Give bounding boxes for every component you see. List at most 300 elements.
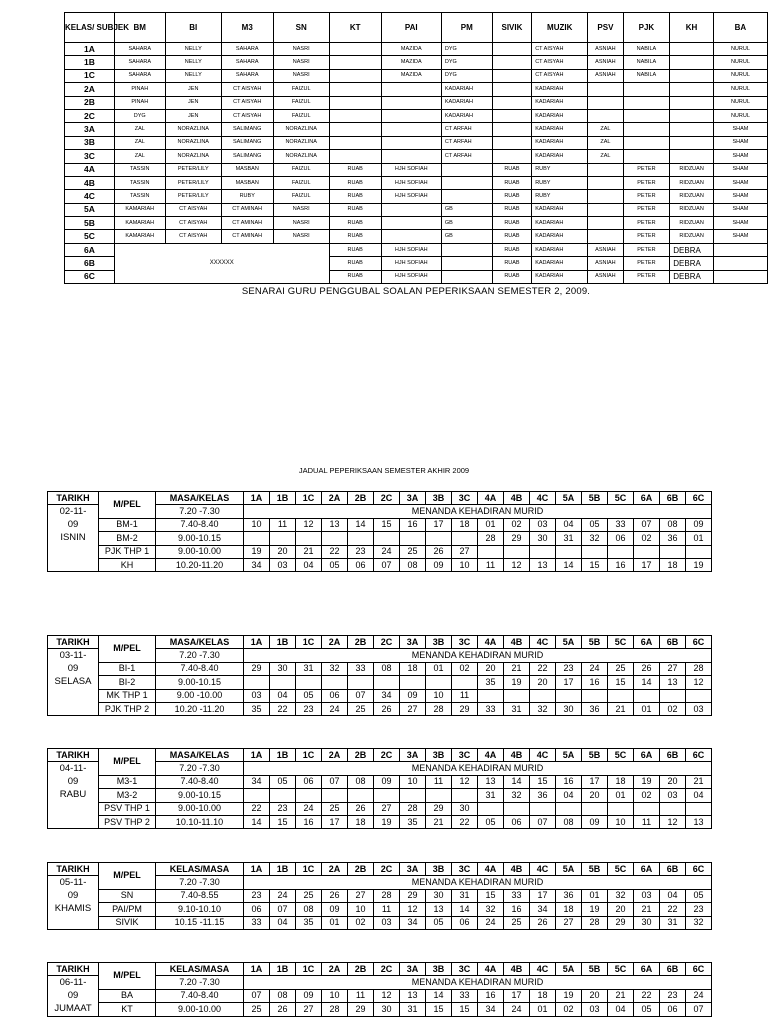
teacher-cell: KADARIAH <box>532 270 588 283</box>
teacher-cell: HJH SOFIAH <box>381 270 441 283</box>
teacher-cell <box>670 136 714 149</box>
date-line: SELASA <box>54 676 92 688</box>
teacher-cell: NASRI <box>273 56 329 69</box>
teacher-cell: NELLY <box>165 56 221 69</box>
teacher-row <box>65 230 768 243</box>
teacher-cell: SHAM <box>713 176 767 189</box>
class-label-cell: 5C <box>65 230 115 243</box>
date-line: JUMAAT <box>54 1003 92 1015</box>
class-header: 6C <box>686 963 712 976</box>
teacher-cell: DYG <box>441 56 492 69</box>
paper-number-cell: 32 <box>582 532 608 545</box>
teacher-cell: NABILA <box>623 56 670 69</box>
paper-number-cell <box>296 789 322 802</box>
paper-number-cell: 23 <box>660 989 686 1002</box>
class-header: 3B <box>426 492 452 505</box>
class-header: 5C <box>608 492 634 505</box>
teacher-cell: NASRI <box>273 69 329 82</box>
paper-number-cell: 19 <box>556 989 582 1002</box>
date-line: 06-11- <box>59 977 87 989</box>
paper-number-cell: 23 <box>348 545 374 558</box>
paper-number-cell <box>244 789 270 802</box>
paper-number-cell: 03 <box>582 1003 608 1016</box>
paper-number-cell: 25 <box>322 802 348 815</box>
schedule-header-row <box>48 749 712 762</box>
paper-number-cell: 25 <box>244 1003 270 1016</box>
teacher-cell: SALIMANG <box>221 136 273 149</box>
teacher-cell <box>588 190 623 203</box>
paper-number-cell: 01 <box>686 532 712 545</box>
teacher-cell: DYG <box>441 69 492 82</box>
class-header: 5A <box>556 963 582 976</box>
teacher-cell: NABILA <box>623 69 670 82</box>
subject-cell: KT <box>99 1003 156 1016</box>
teacher-cell <box>329 109 381 122</box>
attendance-note: MENANDA KEHADIRAN MURID <box>244 649 712 662</box>
paper-number-cell: 21 <box>504 662 530 675</box>
teacher-cell: ASNIAH <box>588 56 623 69</box>
subject-cell: PJK THP 1 <box>99 545 156 558</box>
paper-number-cell: 05 <box>270 775 296 788</box>
paper-number-cell <box>296 676 322 689</box>
paper-number-cell: 04 <box>608 1003 634 1016</box>
paper-number-cell: 03 <box>374 916 400 929</box>
paper-number-cell: 07 <box>374 558 400 571</box>
paper-number-cell <box>374 789 400 802</box>
paper-number-cell: 26 <box>348 802 374 815</box>
teacher-cell: NELLY <box>165 69 221 82</box>
teacher-cell: KADARIAH <box>441 109 492 122</box>
time-cell: 9.10-10.10 <box>156 903 244 916</box>
paper-number-cell: 22 <box>634 989 660 1002</box>
paper-number-cell: 04 <box>660 889 686 902</box>
teacher-cell <box>492 123 531 136</box>
paper-number-cell: 33 <box>348 662 374 675</box>
paper-number-cell: 08 <box>348 775 374 788</box>
paper-number-cell: 06 <box>244 903 270 916</box>
class-header: 4B <box>504 636 530 649</box>
teacher-row <box>65 163 768 176</box>
class-header: 2A <box>322 636 348 649</box>
paper-number-cell: 24 <box>582 662 608 675</box>
teacher-header-cell: PAI <box>381 13 441 43</box>
teacher-cell: RUBY <box>221 190 273 203</box>
date-cell <box>48 649 99 716</box>
paper-number-cell: 15 <box>608 676 634 689</box>
paper-number-cell: 02 <box>348 916 374 929</box>
teacher-cell: ASNIAH <box>588 270 623 283</box>
paper-number-cell: 03 <box>244 689 270 702</box>
class-header: 1A <box>244 492 270 505</box>
paper-number-cell <box>686 689 712 702</box>
class-header: 1B <box>270 636 296 649</box>
paper-number-cell: 17 <box>322 815 348 828</box>
teacher-cell: NASRI <box>273 203 329 216</box>
teacher-cell: ZAL <box>588 150 623 163</box>
class-header: 6A <box>634 492 660 505</box>
teacher-header-cell: BI <box>165 13 221 43</box>
paper-number-cell: 33 <box>452 989 478 1002</box>
paper-number-cell: 05 <box>322 558 348 571</box>
paper-number-cell: 13 <box>400 989 426 1002</box>
class-header: 4C <box>530 749 556 762</box>
schedule-header-row <box>48 636 712 649</box>
paper-number-cell: 27 <box>452 545 478 558</box>
paper-number-cell: 35 <box>244 702 270 715</box>
date-cell <box>48 876 99 930</box>
paper-number-cell: 17 <box>634 558 660 571</box>
paper-number-cell <box>322 789 348 802</box>
paper-number-cell: 02 <box>634 789 660 802</box>
teacher-cell <box>329 136 381 149</box>
time-cell: 10.10-11.10 <box>156 815 244 828</box>
date-line: ISNIN <box>60 532 86 544</box>
teacher-row <box>65 150 768 163</box>
paper-number-cell: 06 <box>660 1003 686 1016</box>
paper-number-cell: 30 <box>374 1003 400 1016</box>
paper-number-cell: 11 <box>478 558 504 571</box>
class-header: 2A <box>322 492 348 505</box>
paper-number-cell: 30 <box>426 889 452 902</box>
paper-number-cell: 23 <box>244 889 270 902</box>
paper-number-cell: 31 <box>452 889 478 902</box>
date-line: 09 <box>67 663 79 675</box>
teacher-row <box>65 136 768 149</box>
paper-number-cell: 03 <box>686 702 712 715</box>
teacher-cell <box>713 270 767 283</box>
teacher-cell: HJH SOFIAH <box>381 257 441 270</box>
date-line: KHAMIS <box>54 903 92 915</box>
paper-number-cell: 18 <box>452 518 478 531</box>
time-cell: 7.40-8.55 <box>156 889 244 902</box>
class-header: 6B <box>660 492 686 505</box>
subject-row <box>48 689 712 702</box>
teacher-cell: HJH SOFIAH <box>381 190 441 203</box>
teacher-cell: DEBRA <box>670 243 714 256</box>
teacher-cell <box>381 123 441 136</box>
paper-number-cell: 04 <box>556 789 582 802</box>
subject-row <box>48 916 712 929</box>
paper-number-cell: 04 <box>686 789 712 802</box>
paper-number-cell <box>556 689 582 702</box>
paper-number-cell: 14 <box>504 775 530 788</box>
teacher-cell: RUBY <box>532 176 588 189</box>
teacher-cell: RUAB <box>329 217 381 230</box>
paper-number-cell: 16 <box>556 775 582 788</box>
class-header: 6B <box>660 863 686 876</box>
teacher-cell: RUAB <box>492 217 531 230</box>
paper-number-cell <box>270 532 296 545</box>
teacher-cell: CT ARFAH <box>441 123 492 136</box>
time-cell: 7.40-8.40 <box>156 662 244 675</box>
teacher-cell: ASNIAH <box>588 257 623 270</box>
paper-number-cell: 11 <box>634 815 660 828</box>
teacher-cell: RIDZUAN <box>670 190 714 203</box>
paper-number-cell: 16 <box>296 815 322 828</box>
teacher-cell: CT AMINAH <box>221 217 273 230</box>
mpel-header: M/PEL <box>99 749 156 776</box>
time-cell: 9.00-10.00 <box>156 1003 244 1016</box>
class-header: 6B <box>660 963 686 976</box>
teacher-table-caption: SENARAI GURU PENGGUBAL SOALAN PEPERIKSAAN SEMESTER 2, 2009. <box>241 286 591 297</box>
paper-number-cell: 22 <box>452 815 478 828</box>
paper-number-cell: 01 <box>608 789 634 802</box>
paper-number-cell: 13 <box>530 558 556 571</box>
class-header: 2A <box>322 749 348 762</box>
teacher-cell: SAHARA <box>114 69 165 82</box>
subject-cell: M3-1 <box>99 775 156 788</box>
teacher-cell: MAZIDA <box>381 69 441 82</box>
paper-number-cell: 35 <box>400 815 426 828</box>
paper-number-cell: 20 <box>608 903 634 916</box>
teacher-cell: CT AISYAH <box>532 69 588 82</box>
mpel-header: M/PEL <box>99 863 156 890</box>
time-cell: 10.20 -11.20 <box>156 702 244 715</box>
teacher-cell: KADARIAH <box>532 243 588 256</box>
teacher-cell: KADARIAH <box>532 96 588 109</box>
paper-number-cell: 24 <box>478 916 504 929</box>
paper-number-cell <box>556 545 582 558</box>
teacher-row <box>65 217 768 230</box>
teacher-cell: RUAB <box>329 190 381 203</box>
class-header: 1A <box>244 636 270 649</box>
paper-number-cell: 20 <box>270 545 296 558</box>
teacher-header-cell: KT <box>329 13 381 43</box>
paper-number-cell: 06 <box>452 916 478 929</box>
class-header: 2C <box>374 636 400 649</box>
paper-number-cell: 21 <box>426 815 452 828</box>
paper-number-cell: 29 <box>400 889 426 902</box>
teacher-cell: CT AISYAH <box>165 217 221 230</box>
time-cell: 10.15 -11.15 <box>156 916 244 929</box>
paper-number-cell: 08 <box>270 989 296 1002</box>
class-label-cell: 2B <box>65 96 115 109</box>
paper-number-cell: 14 <box>426 989 452 1002</box>
paper-number-cell: 06 <box>348 558 374 571</box>
class-header: 1A <box>244 863 270 876</box>
teacher-cell <box>713 257 767 270</box>
time-cell: 9.00 -10.00 <box>156 689 244 702</box>
teacher-header-cell: SIVIK <box>492 13 531 43</box>
paper-number-cell: 35 <box>296 916 322 929</box>
tarikh-header: TARIKH <box>48 863 99 876</box>
teacher-row <box>65 190 768 203</box>
teacher-cell <box>381 96 441 109</box>
paper-number-cell: 10 <box>322 989 348 1002</box>
paper-number-cell: 06 <box>608 532 634 545</box>
teacher-cell: NASRI <box>273 230 329 243</box>
class-header: 5C <box>608 963 634 976</box>
teacher-cell: KADARIAH <box>532 150 588 163</box>
teacher-cell <box>588 163 623 176</box>
paper-number-cell: 21 <box>608 989 634 1002</box>
paper-number-cell: 16 <box>400 518 426 531</box>
paper-number-cell: 12 <box>452 775 478 788</box>
paper-number-cell: 11 <box>348 989 374 1002</box>
teacher-cell: RUAB <box>492 243 531 256</box>
teacher-cell: RUBY <box>532 190 588 203</box>
teacher-cell: KAMARIAH <box>114 230 165 243</box>
paper-number-cell: 02 <box>504 518 530 531</box>
paper-number-cell: 19 <box>634 775 660 788</box>
exam-schedule-day <box>47 962 712 1017</box>
teacher-cell: RUAB <box>492 230 531 243</box>
teacher-cell <box>670 56 714 69</box>
teacher-cell: PETER <box>623 163 670 176</box>
paper-number-cell: 25 <box>296 889 322 902</box>
class-label-cell: 5B <box>65 217 115 230</box>
teacher-header-cell: KELAS/ SUBJEK <box>65 13 115 43</box>
paper-number-cell: 28 <box>686 662 712 675</box>
tarikh-header: TARIKH <box>48 749 99 762</box>
class-header: 5A <box>556 636 582 649</box>
paper-number-cell: 04 <box>296 558 322 571</box>
teacher-cell: PETER <box>623 257 670 270</box>
paper-number-cell <box>478 802 504 815</box>
paper-number-cell: 12 <box>504 558 530 571</box>
time-cell: 7.20 -7.30 <box>156 649 244 662</box>
teacher-cell: GB <box>441 203 492 216</box>
class-header: 4A <box>478 863 504 876</box>
paper-number-cell <box>582 802 608 815</box>
teacher-cell: CT ARFAH <box>441 136 492 149</box>
teacher-cell <box>381 230 441 243</box>
paper-number-cell: 19 <box>686 558 712 571</box>
paper-number-cell: 08 <box>400 558 426 571</box>
paper-number-cell: 18 <box>348 815 374 828</box>
class-header: 2B <box>348 863 374 876</box>
paper-number-cell: 33 <box>608 518 634 531</box>
subject-row <box>48 789 712 802</box>
teacher-header-cell: PJK <box>623 13 670 43</box>
teacher-cell: SAHARA <box>221 69 273 82</box>
class-label-cell: 6B <box>65 257 115 270</box>
teacher-row <box>65 203 768 216</box>
teacher-header-cell: BA <box>713 13 767 43</box>
attendance-note: MENANDA KEHADIRAN MURID <box>244 762 712 775</box>
paper-number-cell: 20 <box>660 775 686 788</box>
class-header: 4B <box>504 492 530 505</box>
paper-number-cell: 08 <box>556 815 582 828</box>
paper-number-cell <box>426 532 452 545</box>
teacher-header-cell: SN <box>273 13 329 43</box>
time-cell: 7.20 -7.30 <box>156 876 244 889</box>
paper-number-cell <box>582 545 608 558</box>
paper-number-cell <box>634 689 660 702</box>
paper-number-cell <box>270 676 296 689</box>
class-header: 2A <box>322 963 348 976</box>
paper-number-cell: 09 <box>322 903 348 916</box>
paper-number-cell <box>556 802 582 815</box>
masa-header: MASA/KELAS <box>156 636 244 649</box>
teacher-cell: RUAB <box>492 176 531 189</box>
teacher-cell: FAIZUL <box>273 163 329 176</box>
class-header: 3A <box>400 863 426 876</box>
teacher-cell <box>623 109 670 122</box>
paper-number-cell: 07 <box>634 518 660 531</box>
merged-class-6-cell: XXXXXX <box>114 243 329 283</box>
paper-number-cell <box>504 689 530 702</box>
teacher-cell: KADARIAH <box>532 230 588 243</box>
class-header: 4B <box>504 863 530 876</box>
paper-number-cell: 04 <box>556 518 582 531</box>
paper-number-cell <box>530 689 556 702</box>
paper-number-cell: 19 <box>244 545 270 558</box>
subject-cell: KH <box>99 558 156 571</box>
teacher-cell: PINAH <box>114 83 165 96</box>
teacher-cell: RIDZUAN <box>670 203 714 216</box>
teacher-cell: MASBAN <box>221 176 273 189</box>
class-header: 3B <box>426 749 452 762</box>
paper-number-cell: 03 <box>660 789 686 802</box>
paper-number-cell: 20 <box>530 676 556 689</box>
subject-row <box>48 889 712 902</box>
teacher-cell: NURUL <box>713 96 767 109</box>
teacher-cell: RUAB <box>492 163 531 176</box>
paper-number-cell: 34 <box>478 1003 504 1016</box>
paper-number-cell <box>400 532 426 545</box>
teacher-cell: HJH SOFIAH <box>381 163 441 176</box>
paper-number-cell: 02 <box>634 532 660 545</box>
teacher-cell <box>381 150 441 163</box>
class-header: 1B <box>270 863 296 876</box>
time-cell: 9.00-10.15 <box>156 532 244 545</box>
teacher-cell: CT AISYAH <box>165 203 221 216</box>
paper-number-cell: 01 <box>478 518 504 531</box>
teacher-cell <box>670 123 714 136</box>
teacher-cell: RUAB <box>329 163 381 176</box>
paper-number-cell <box>426 676 452 689</box>
paper-number-cell: 20 <box>582 989 608 1002</box>
teacher-cell: GB <box>441 217 492 230</box>
teacher-cell: SHAM <box>713 217 767 230</box>
teacher-cell: ZAL <box>114 136 165 149</box>
teacher-cell: SHAM <box>713 190 767 203</box>
paper-number-cell: 11 <box>452 689 478 702</box>
teacher-cell <box>381 217 441 230</box>
paper-number-cell: 11 <box>270 518 296 531</box>
subject-cell: SN <box>99 889 156 902</box>
paper-number-cell: 33 <box>478 702 504 715</box>
subject-row <box>48 903 712 916</box>
class-header: 1C <box>296 636 322 649</box>
paper-number-cell: 18 <box>608 775 634 788</box>
class-label-cell: 1A <box>65 43 115 56</box>
teacher-cell: FAIZUL <box>273 190 329 203</box>
teacher-cell <box>381 109 441 122</box>
teacher-cell: KADARIAH <box>532 257 588 270</box>
class-header: 6C <box>686 863 712 876</box>
date-line: 03-11- <box>59 650 87 662</box>
paper-number-cell: 30 <box>270 662 296 675</box>
paper-number-cell: 09 <box>426 558 452 571</box>
class-header: 1C <box>296 863 322 876</box>
subject-row <box>48 662 712 675</box>
teacher-cell: ZAL <box>114 123 165 136</box>
teacher-cell: FAIZUL <box>273 176 329 189</box>
paper-number-cell: 10 <box>452 558 478 571</box>
teacher-header-cell: KH <box>670 13 714 43</box>
class-label-cell: 6A <box>65 243 115 256</box>
teacher-cell: JEN <box>165 83 221 96</box>
teacher-cell: PETER/LILY <box>165 190 221 203</box>
teacher-cell: KAMARIAH <box>114 203 165 216</box>
teacher-header-cell: BM <box>114 13 165 43</box>
teacher-cell: TASSIN <box>114 176 165 189</box>
exam-schedule-day <box>47 862 712 930</box>
paper-number-cell: 22 <box>530 662 556 675</box>
teacher-cell: RUAB <box>492 190 531 203</box>
